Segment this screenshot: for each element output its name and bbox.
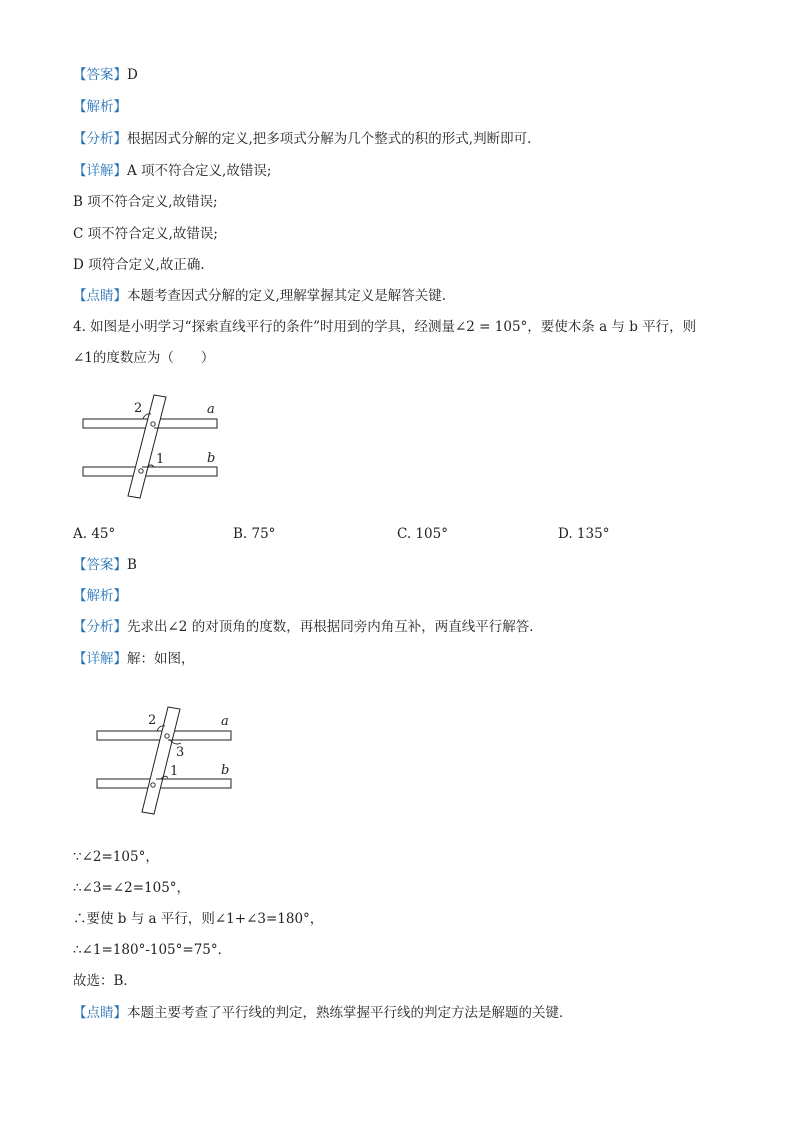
detail-text: A 项不符合定义,故错误;	[127, 163, 272, 179]
angle3-label: 3	[176, 745, 185, 760]
fenxi-text: 先求出∠2 的对顶角的度数，再根据同旁内角互补，两直线平行解答．	[127, 619, 543, 635]
q4-figure-2	[89, 702, 239, 822]
q3-detail-line	[73, 162, 271, 180]
analysis-tag: 【解析】	[73, 99, 127, 115]
q4-detail-line	[73, 650, 195, 668]
detail-tag: 【详解】	[73, 163, 127, 179]
fenxi-tag: 【分析】	[73, 131, 127, 147]
option-d: D. 135°	[558, 526, 610, 542]
detail-tag: 【详解】	[73, 651, 127, 667]
analysis-tag: 【解析】	[73, 588, 127, 604]
answer-value: B	[127, 557, 137, 573]
q4-stem-line2: ∠1的度数应为（ ）	[73, 350, 215, 366]
q3-answer-line	[73, 66, 138, 84]
q4-step-2: ∴∠3=∠2=105°，	[73, 880, 191, 896]
angle1-label: 1	[170, 764, 179, 779]
q4-comment-line	[73, 1004, 573, 1022]
q4-answer-line	[73, 556, 137, 574]
q3-detail-b: B 项不符合定义,故错误;	[73, 194, 218, 210]
answer-tag: 【答案】	[73, 67, 127, 83]
q3-detail-d: D 项符合定义,故正确.	[73, 257, 205, 273]
comment-tag: 【点睛】	[73, 288, 127, 304]
angle2-label: 2	[134, 401, 143, 416]
angle1-label: 1	[156, 452, 165, 467]
answer-value: D	[127, 67, 138, 83]
line-b-label: b	[221, 763, 230, 778]
q4-analysis-line	[73, 587, 127, 605]
q4-fenxi-line	[73, 618, 543, 636]
q4-step-3: ∴要使 b 与 a 平行，则∠1+∠3=180°，	[73, 911, 324, 927]
fenxi-tag: 【分析】	[73, 619, 127, 635]
line-a-label: a	[207, 402, 215, 417]
q4-step-5: 故选：B．	[73, 973, 137, 989]
comment-tag: 【点睛】	[73, 1005, 127, 1021]
strip-b	[83, 467, 217, 476]
q4-stem-line1: 4. 如图是小明学习“探索直线平行的条件”时用到的学具，经测量∠2 = 105°，要使木条 a 与 b 平行，则	[73, 319, 697, 335]
angle2-label: 2	[148, 713, 157, 728]
line-a-label: a	[221, 714, 229, 729]
comment-text: 本题主要考查了平行线的判定，熟练掌握平行线的判定方法是解题的关键．	[127, 1005, 573, 1021]
fenxi-text: 根据因式分解的定义,把多项式分解为几个整式的积的形式,判断即可.	[127, 131, 532, 147]
option-b: B. 75°	[233, 526, 276, 542]
strip-b	[97, 779, 231, 788]
comment-text: 本题考查因式分解的定义,理解掌握其定义是解答关键.	[127, 288, 447, 304]
line-b-label: b	[207, 451, 216, 466]
q3-fenxi-line	[73, 130, 531, 148]
q4-step-1: ∵∠2=105°，	[73, 849, 159, 865]
q3-analysis-line	[73, 98, 127, 116]
answer-tag: 【答案】	[73, 557, 127, 573]
q3-comment-line	[73, 287, 446, 305]
option-a: A. 45°	[73, 526, 116, 542]
q3-detail-c: C 项不符合定义,故错误;	[73, 226, 218, 242]
q4-figure-1	[75, 390, 225, 500]
detail-text: 解：如图，	[127, 651, 195, 667]
option-c: C. 105°	[397, 526, 448, 542]
q4-step-4: ∴∠1=180°-105°=75°．	[73, 942, 232, 958]
